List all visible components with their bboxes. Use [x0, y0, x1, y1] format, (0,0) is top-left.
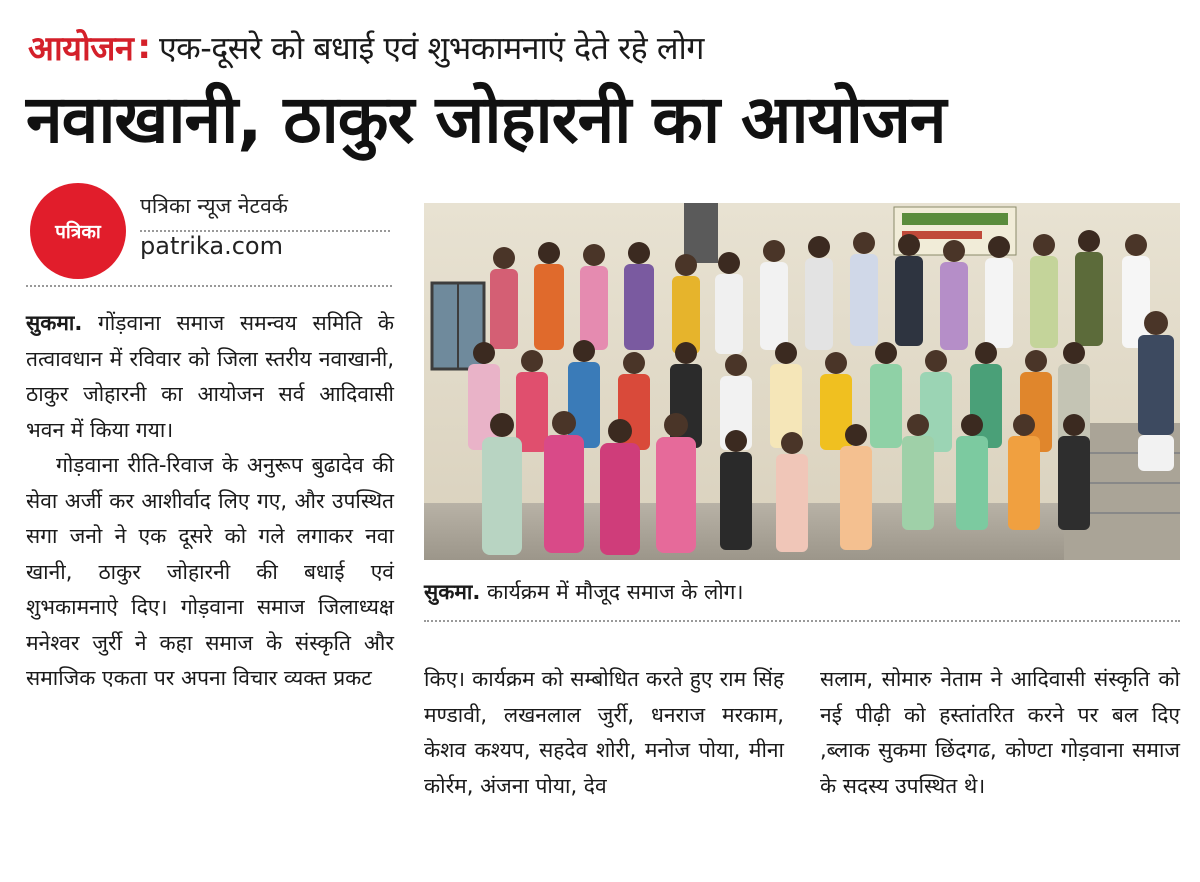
kicker-subheading: एक-दूसरे को बधाई एवं शुभकामनाएं देते रहे लोग: [158, 28, 704, 67]
caption-divider: [424, 620, 1180, 622]
group-photo: [424, 203, 1180, 560]
kicker-label: आयोजन: [28, 29, 134, 69]
article-paragraph-4: सलाम, सोमारु नेताम ने आदिवासी संस्कृति को नई पीढ़ी को हस्तांतरित करने पर बल दिए ,ब्लाक सुकमा छिंदगढ, कोण्टा गोड़वाना समाज के सदस्य उपस्थित थे।: [820, 667, 1180, 798]
article-column-3: [820, 662, 1180, 804]
byline-network: पत्रिका न्यूज नेटवर्क: [140, 194, 288, 218]
headline: नवाखानी, ठाकुर जोहारनी का आयोजन: [26, 81, 946, 158]
article-paragraph-2: गोड़वाना रीति-रिवाज के अनुरूप बुढादेव की सेवा अर्जी कर आशीर्वाद लिए गए, और उपस्थित सगा जनो ने एक दूसरे को गले लगाकर नवा खानी, ठाकुर जोहारनी की बधाई एवं शुभकामनाऐ दिए। गोड़वाना समाज जिलाध्यक्ष मनेश्वर जुर्री ने कहा समाज के संस्कृति और समाजिक एकता पर अपना विचार व्यक्त प्रकट: [26, 453, 394, 690]
byline-bottom-divider: [26, 285, 392, 287]
article-dateline: सुकमा.: [26, 311, 83, 335]
photo-caption: [424, 578, 743, 606]
caption-dateline: सुकमा.: [424, 580, 481, 604]
patrika-logo: [30, 183, 126, 279]
article-column-1: [26, 306, 394, 697]
kicker-separator: :: [137, 27, 151, 67]
article-paragraph-1: [26, 306, 394, 448]
paragraph-1-text: गोंड़वाना समाज समन्वय समिति के तत्वावधान में रविवार को जिला स्तरीय नवाखानी, ठाकुर जोहारनी का आयोजन सर्व आदिवासी भवन में किया गया।: [26, 311, 394, 442]
article-paragraph-3: किए। कार्यक्रम को सम्बोधित करते हुए राम सिंह मण्डावी, लखनलाल जुर्री, धनराज मरकाम, केशव कश्यप, सहदेव शोरी, मनोज पोया, मीना कोर्रम, अंजना पोया, देव: [424, 667, 784, 798]
kicker: [28, 18, 704, 76]
group-photo-illustration: [424, 203, 1180, 560]
logo-text: पत्रिका: [55, 221, 101, 243]
article-column-2: [424, 662, 784, 804]
byline-url: patrika.com: [140, 232, 283, 260]
caption-text: कार्यक्रम में मौजूद समाज के लोग।: [487, 580, 744, 604]
